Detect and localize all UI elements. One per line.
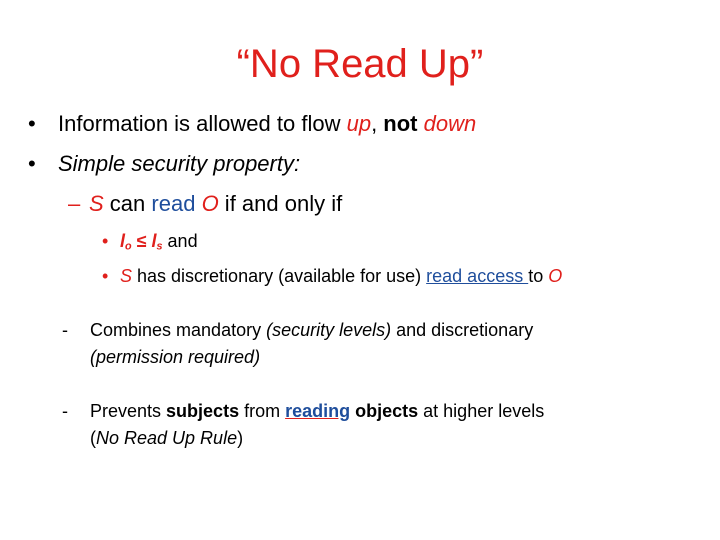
text: can bbox=[103, 191, 152, 216]
level-s bbox=[152, 231, 163, 251]
subject-s: S bbox=[89, 191, 104, 216]
text: to bbox=[528, 266, 549, 286]
bullet-information-flow bbox=[58, 111, 476, 137]
text: from bbox=[239, 401, 286, 421]
note-combines bbox=[90, 320, 533, 341]
bullet-simple-security-property: Simple security property: bbox=[58, 151, 301, 176]
text: and discretionary bbox=[391, 320, 534, 340]
level-o bbox=[120, 231, 132, 251]
text: ) bbox=[237, 428, 244, 448]
note-combines-cont: (permission required) bbox=[90, 347, 261, 367]
text: Information is allowed to flow bbox=[58, 111, 347, 136]
text: if and only if bbox=[218, 191, 343, 216]
dash-marker: – bbox=[68, 191, 81, 216]
bullet-dot: • bbox=[102, 231, 109, 251]
slide-title: “No Read Up” bbox=[236, 42, 484, 86]
text: at higher levels bbox=[418, 401, 545, 421]
emph-reading: reading bbox=[285, 401, 351, 421]
note-prevents bbox=[90, 401, 544, 422]
subscript-s: s bbox=[156, 240, 163, 253]
level-letter: l bbox=[120, 231, 126, 251]
emph-security-levels: (security levels) bbox=[266, 320, 392, 340]
emph-read: read bbox=[151, 191, 196, 216]
bullet-dot: • bbox=[28, 151, 36, 176]
subject-s: S bbox=[120, 266, 133, 286]
text: has discretionary (available for use) bbox=[132, 266, 427, 286]
sub-bullet-discretionary-access bbox=[120, 266, 562, 287]
text: Prevents bbox=[90, 401, 167, 421]
emph-not: not bbox=[383, 111, 418, 136]
emph-objects: objects bbox=[355, 401, 419, 421]
hyphen-marker: - bbox=[62, 401, 68, 421]
less-equal: ≤ bbox=[131, 231, 152, 251]
emph-rule-name: No Read Up Rule bbox=[96, 428, 238, 448]
bullet-dot: • bbox=[28, 111, 36, 136]
text: , bbox=[371, 111, 384, 136]
emph-read-access: read access bbox=[426, 266, 529, 286]
text: ( bbox=[90, 428, 96, 448]
sub-bullet-read-condition bbox=[89, 191, 342, 217]
sub-bullet-level-condition bbox=[120, 231, 198, 253]
text: Combines mandatory bbox=[90, 320, 267, 340]
bullet-dot: • bbox=[102, 266, 109, 286]
object-o: O bbox=[548, 266, 563, 286]
emph-up: up bbox=[346, 111, 372, 136]
note-prevents-cont bbox=[90, 428, 243, 449]
object-o: O bbox=[201, 191, 219, 216]
hyphen-marker: - bbox=[62, 320, 68, 340]
text: and bbox=[162, 231, 198, 251]
emph-subjects: subjects bbox=[166, 401, 240, 421]
level-letter: l bbox=[151, 231, 157, 251]
emph-down: down bbox=[423, 111, 477, 136]
subscript-o: o bbox=[125, 240, 132, 253]
